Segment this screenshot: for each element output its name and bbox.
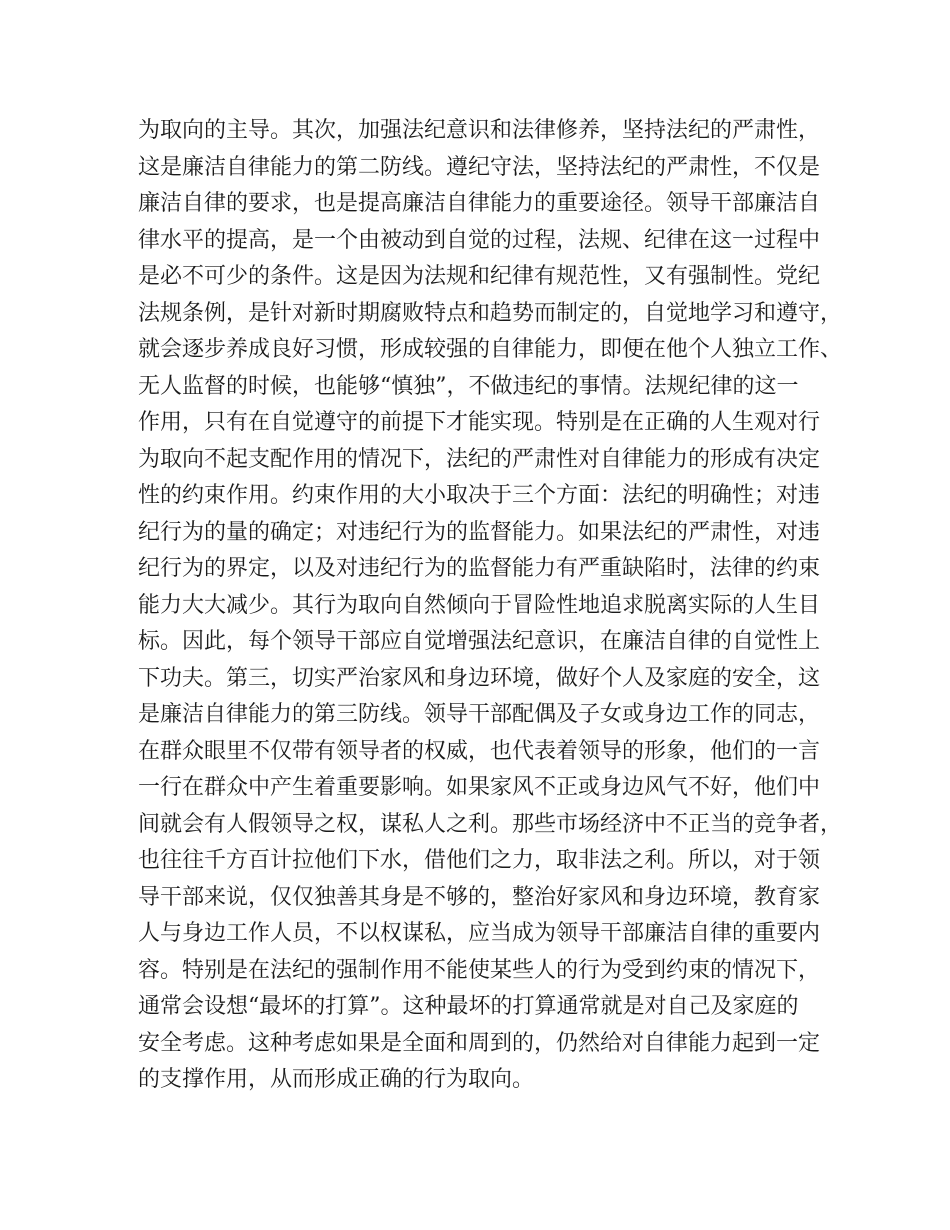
text-line: 在群众眼里不仅带有领导者的权威，也代表着领导的形象，他们的一言: [138, 738, 821, 764]
text-line: 一行在群众中产生着重要影响。如果家风不正或身边风气不好，他们中: [138, 775, 821, 800]
text-line: 为取向不起支配作用的情况下，法纪的严肃性对自律能力的形成有决定: [138, 446, 821, 472]
text-line: 间就会有人假领导之权，谋私人之利。那些市场经济中不正当的竞争者，: [138, 811, 843, 837]
text-line: 也往往千方百计拉他们下水，借他们之力，取非法之利。所以，对于领: [138, 848, 821, 873]
text-line: 就会逐步养成良好习惯，形成较强的自律能力，即便在他个人独立工作、: [138, 337, 843, 362]
text-line: 能力大大减少。其行为取向自然倾向于冒险性地追求脱离实际的人生目: [138, 592, 821, 618]
text-line: 这是廉洁自律能力的第二防线。遵纪守法，坚持法纪的严肃性，不仅是: [138, 154, 821, 180]
text-line: 容。特别是在法纪的强制作用不能使某些人的行为受到约束的情况下，: [138, 957, 821, 983]
text-line: 人与身边工作人员，不以权谋私，应当成为领导干部廉洁自律的重要内: [138, 921, 821, 946]
text-line: 法规条例，是针对新时期腐败特点和趋势而制定的，自觉地学习和遵守，: [138, 300, 843, 326]
text-line: 律水平的提高，是一个由被动到自觉的过程，法规、纪律在这一过程中: [138, 227, 821, 253]
text-line: 标。因此，每个领导干部应自觉增强法纪意识，在廉洁自律的自觉性上: [138, 629, 821, 654]
text-line: 的支撑作用，从而形成正确的行为取向。: [138, 1067, 535, 1092]
text-line: 为取向的主导。其次，加强法纪意识和法律修养，坚持法纪的严肃性，: [138, 118, 821, 143]
text-line: 廉洁自律的要求，也是提高廉洁自律能力的重要途径。领导干部廉洁自: [138, 191, 821, 216]
text-line: 下功夫。第三，切实严治家风和身边环境，做好个人及家庭的安全，这: [138, 665, 821, 691]
body-paragraph: [138, 113, 843, 1099]
text-line: 安全考虑。这种考虑如果是全面和周到的，仍然给对自律能力起到一定: [138, 1030, 821, 1056]
text-line: 导干部来说，仅仅独善其身是不够的，整治好家风和身边环境，教育家: [138, 884, 821, 910]
text-line: 是必不可少的条件。这是因为法规和纪律有规范性，又有强制性。党纪: [138, 264, 821, 289]
text-line: 纪行为的界定，以及对违纪行为的监督能力有严重缺陷时，法律的约束: [138, 556, 821, 581]
text-line: 是廉洁自律能力的第三防线。领导干部配偶及子女或身边工作的同志，: [138, 702, 821, 727]
text-line: 无人监督的时候，也能够“慎独”，不做违纪的事情。法规纪律的这一: [138, 373, 799, 399]
text-line: 纪行为的量的确定；对违纪行为的监督能力。如果法纪的严肃性，对违: [138, 519, 821, 545]
text-line: 通常会设想“最坏的打算”。这种最坏的打算通常就是对自己及家庭的: [138, 994, 799, 1019]
text-line: 性的约束作用。约束作用的大小取决于三个方面：法纪的明确性；对违: [138, 483, 821, 508]
text-line: 作用，只有在自觉遵守的前提下才能实现。特别是在正确的人生观对行: [138, 410, 821, 435]
